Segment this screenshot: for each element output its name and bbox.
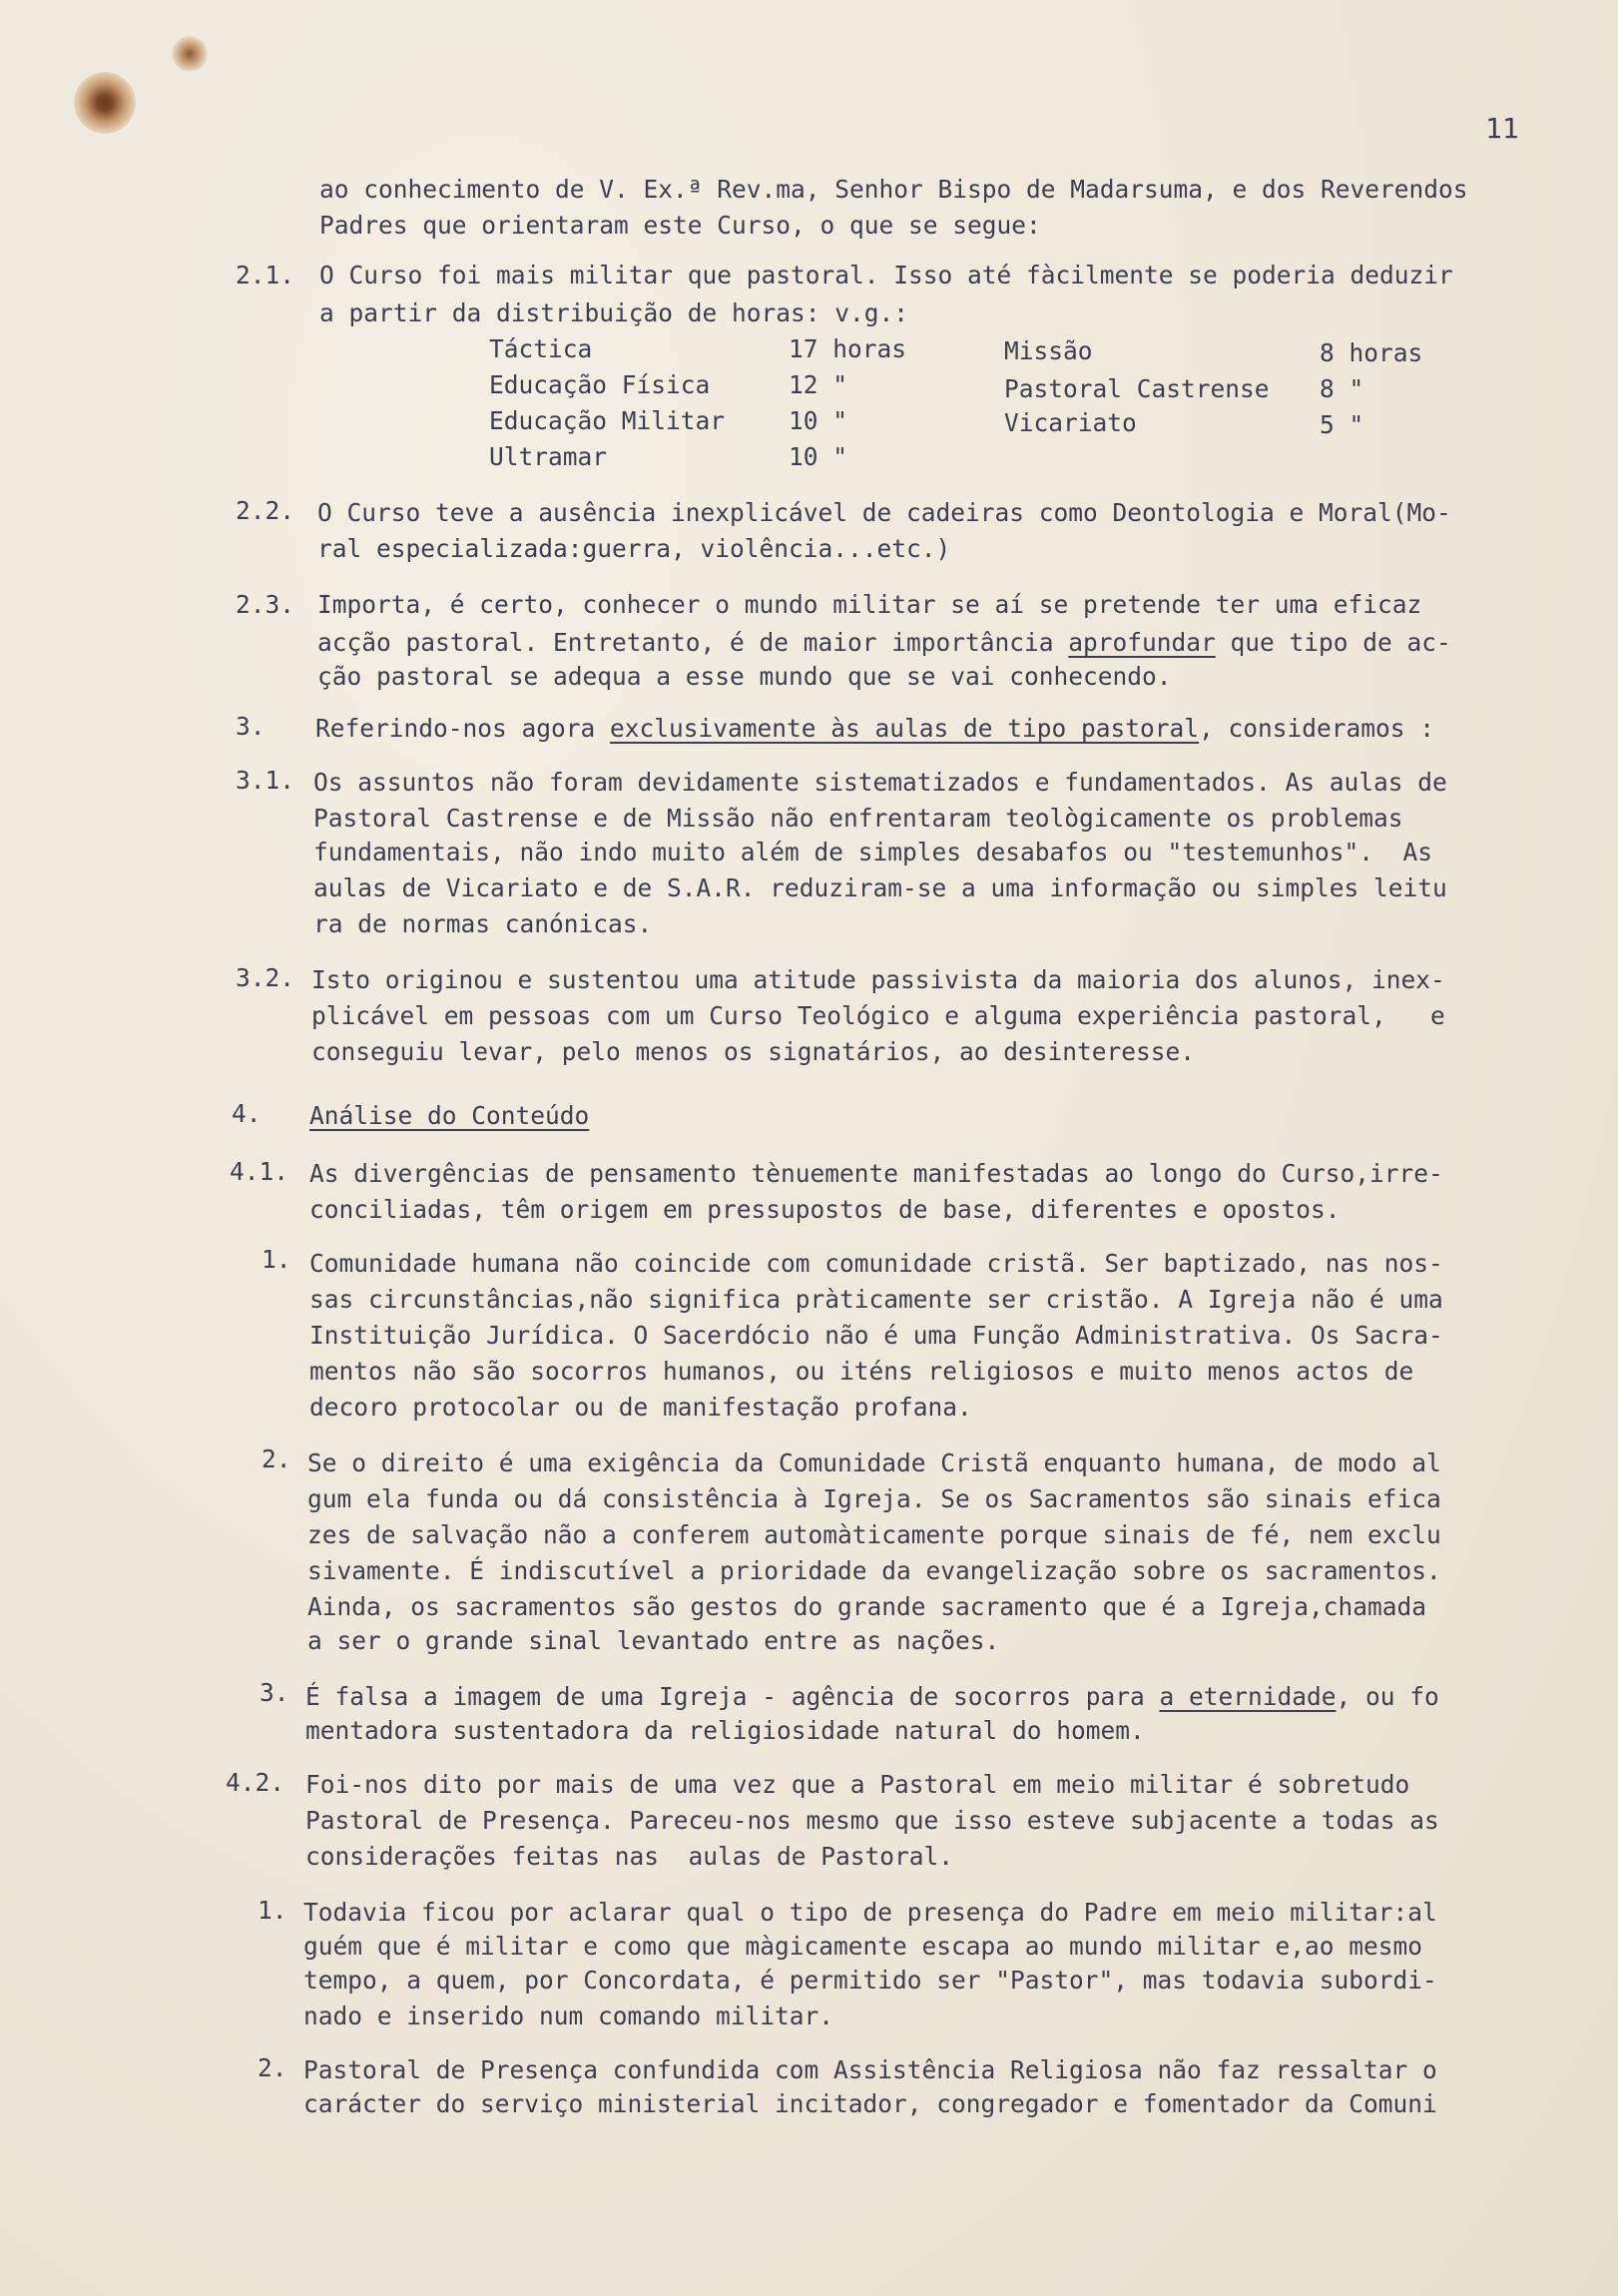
- text-line: ao conhecimento de V. Ex.ª Rev.ma, Senhor Bispo de Madarsuma, e dos Reverendos: [319, 175, 1468, 204]
- text-line: Pastoral Castrense e de Missão não enfrentaram teològicamente os problemas: [313, 804, 1403, 833]
- text-line: fundamentais, não indo muito além de simples desabafos ou "testemunhos". As: [313, 838, 1433, 866]
- text-line: ra de normas canónicas.: [313, 909, 653, 938]
- text-span: que tipo de ac-: [1215, 628, 1451, 657]
- text-line: Padres que orientaram este Curso, o que se segue:: [319, 211, 1041, 240]
- table-cell: 10 ": [789, 406, 848, 435]
- text-line: Foi-nos dito por mais de uma vez que a Pastoral em meio militar é sobretudo: [305, 1770, 1410, 1799]
- text-line: decoro protocolar ou de manifestação profana.: [309, 1393, 972, 1422]
- section-number: 3.1.: [236, 766, 295, 795]
- text-line: Os assuntos não foram devidamente sistematizados e fundamentados. As aulas de: [313, 768, 1447, 797]
- text-line: As divergências de pensamento tènuemente manifestadas ao longo do Curso,irre-: [309, 1159, 1443, 1188]
- item-number: 2.: [258, 2053, 287, 2082]
- text-line: sas circunstâncias,não significa pràticamente ser cristão. A Igreja não é uma: [309, 1285, 1443, 1314]
- table-cell: Ultramar: [489, 442, 608, 471]
- section-heading: Análise do Conteúdo: [309, 1101, 590, 1130]
- underlined-text: exclusivamente às aulas de tipo pastoral: [610, 714, 1200, 743]
- table-cell: Táctica: [489, 334, 593, 363]
- text-line: conciliadas, têm origem em pressupostos de base, diferentes e opostos.: [309, 1195, 1341, 1224]
- section-number: 3.2.: [236, 963, 295, 992]
- section-number: 4.2.: [226, 1768, 285, 1797]
- text-line: Ainda, os sacramentos são gestos do grande sacramento que é a Igreja,chamada: [307, 1592, 1427, 1621]
- text-line: [317, 628, 1451, 657]
- text-line: Isto originou e sustentou uma atitude passivista da maioria dos alunos, inex-: [311, 965, 1445, 994]
- text-line: ral especializada:guerra, violência...etc.): [317, 534, 951, 563]
- text-span: , ou fo: [1336, 1682, 1439, 1711]
- section-number: 2.1.: [236, 261, 295, 289]
- text-line: O Curso teve a ausência inexplicável de cadeiras como Deontologia e Moral(Mo-: [317, 498, 1451, 527]
- text-line: mentadora sustentadora da religiosidade natural do homem.: [305, 1716, 1145, 1745]
- text-line: Pastoral de Presença. Pareceu-nos mesmo que isso esteve subjacente a todas as: [305, 1806, 1439, 1835]
- text-line: considerações feitas nas aulas de Pastoral.: [305, 1842, 954, 1871]
- underlined-text: a eternidade: [1159, 1682, 1337, 1711]
- text-line: sivamente. É indiscutível a prioridade da evangelização sobre os sacramentos.: [307, 1556, 1441, 1585]
- text-line: Importa, é certo, conhecer o mundo militar se aí se pretende ter uma eficaz: [317, 590, 1422, 619]
- section-number: 3.: [236, 712, 266, 741]
- text-span: Referindo-nos agora: [315, 714, 611, 743]
- text-line: mentos não são socorros humanos, ou iténs religiosos e muito menos actos de: [309, 1357, 1414, 1386]
- section-number: 2.3.: [236, 590, 295, 619]
- table-cell: 8 horas: [1320, 338, 1423, 367]
- text-span: É falsa a imagem de uma Igreja - agência de socorros para: [305, 1682, 1160, 1711]
- item-number: 1.: [258, 1896, 287, 1925]
- text-span: acção pastoral. Entretanto, é de maior importância: [317, 628, 1069, 657]
- table-cell: 5 ": [1320, 410, 1364, 439]
- text-line: gum ela funda ou dá consistência à Igreja. Se os Sacramentos são sinais efica: [307, 1484, 1441, 1513]
- section-number: 2.2.: [236, 496, 295, 525]
- text-line: Se o direito é uma exigência da Comunidade Cristã enquanto humana, de modo al: [307, 1448, 1441, 1477]
- table-cell: 12 ": [789, 370, 848, 399]
- text-line: a ser o grande sinal levantado entre as nações.: [307, 1626, 1000, 1655]
- table-cell: 17 horas: [789, 334, 907, 363]
- stain-mark: [172, 36, 208, 72]
- table-cell: Pastoral Castrense: [1004, 374, 1270, 403]
- text-line: Comunidade humana não coincide com comunidade cristã. Ser baptizado, nas nos-: [309, 1249, 1443, 1278]
- table-cell: 10 ": [789, 442, 848, 471]
- text-line: Instituição Jurídica. O Sacerdócio não é uma Função Administrativa. Os Sacra-: [309, 1321, 1443, 1350]
- table-cell: 8 ": [1320, 374, 1364, 403]
- text-line: tempo, a quem, por Concordata, é permitido ser "Pastor", mas todavia subordi-: [303, 1966, 1437, 1995]
- text-line: O Curso foi mais militar que pastoral. Isso até fàcilmente se poderia deduzir: [319, 261, 1453, 289]
- text-line: nado e inserido num comando militar.: [303, 2002, 834, 2030]
- item-number: 3.: [260, 1678, 289, 1707]
- text-line: [315, 714, 1435, 743]
- text-line: plicável em pessoas com um Curso Teológico e alguma experiência pastoral, e: [311, 1001, 1445, 1030]
- item-number: 1.: [262, 1245, 291, 1274]
- text-line: Pastoral de Presença confundida com Assistência Religiosa não faz ressaltar o: [303, 2055, 1437, 2084]
- section-number: 4.: [232, 1099, 262, 1128]
- text-line: ção pastoral se adequa a esse mundo que se vai conhecendo.: [317, 662, 1172, 691]
- table-cell: Missão: [1004, 336, 1093, 365]
- item-number: 2.: [262, 1444, 291, 1473]
- table-cell: Educação Física: [489, 370, 711, 399]
- text-line: conseguiu levar, pelo menos os signatários, ao desinteresse.: [311, 1037, 1196, 1066]
- text-line: guém que é militar e como que màgicamente escapa ao mundo militar e,ao mesmo: [303, 1932, 1423, 1961]
- text-line: [305, 1682, 1439, 1711]
- page-number: 11: [1485, 112, 1519, 145]
- text-line: carácter do serviço ministerial incitador, congregador e fomentador da Comuni: [303, 2089, 1437, 2118]
- section-number: 4.1.: [230, 1157, 289, 1186]
- text-line: a partir da distribuição de horas: v.g.:: [319, 298, 909, 327]
- table-cell: Educação Militar: [489, 406, 726, 435]
- text-span: , consideramos :: [1199, 714, 1435, 743]
- text-line: Todavia ficou por aclarar qual o tipo de presença do Padre em meio militar:al: [303, 1898, 1437, 1927]
- table-cell: Vicariato: [1004, 408, 1137, 437]
- text-line: aulas de Vicariato e de S.A.R. reduziram-se a uma informação ou simples leitu: [313, 873, 1447, 902]
- stain-mark: [74, 72, 136, 134]
- underlined-text: aprofundar: [1068, 628, 1216, 657]
- text-line: zes de salvação não a conferem automàticamente porque sinais de fé, nem exclu: [307, 1520, 1441, 1549]
